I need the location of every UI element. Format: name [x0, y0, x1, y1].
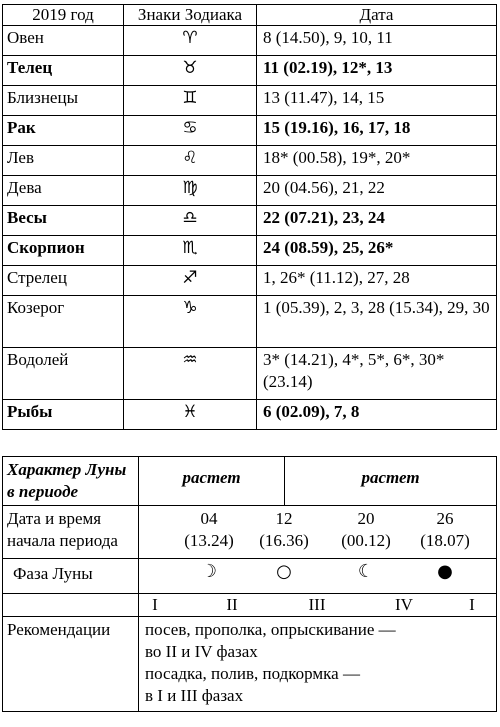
phase-number: I	[152, 595, 158, 614]
table-row	[3, 348, 497, 400]
period-date: 12 (16.36)	[259, 509, 309, 550]
period-1: растет	[139, 457, 285, 506]
moon-table	[2, 456, 497, 712]
virgo-icon: ♍︎	[124, 176, 257, 206]
sign-dates: 18* (00.58), 19*, 20*	[257, 146, 497, 176]
cancer-icon: ♋︎	[124, 116, 257, 146]
aquarius-icon: ♒︎	[124, 348, 257, 400]
period-dates	[139, 506, 497, 559]
sign-name: Весы	[3, 206, 124, 236]
header-signs: Знаки Зодиака	[124, 5, 257, 26]
period-date: 20 (00.12)	[341, 509, 391, 550]
sign-name: Лев	[3, 146, 124, 176]
table-row	[3, 400, 497, 430]
phase-number: III	[308, 595, 326, 614]
gemini-icon: ♊︎	[124, 86, 257, 116]
header-year: 2019 год	[3, 5, 124, 26]
table-row	[3, 146, 497, 176]
sign-name: Овен	[3, 26, 124, 56]
sign-dates: 20 (04.56), 21, 22	[257, 176, 497, 206]
sign-dates: 1, 26* (11.12), 27, 28	[257, 266, 497, 296]
sign-dates: 6 (02.09), 7, 8	[257, 400, 497, 430]
sign-name: Козерог	[3, 296, 124, 348]
sign-dates: 11 (02.19), 12*, 13	[257, 56, 497, 86]
sign-dates: 3* (14.21), 4*, 5*, 6*, 30* (23.14)	[257, 348, 497, 400]
period-date: 04 (13.24)	[184, 509, 234, 550]
moon-character-label: Характер Луны в периоде	[3, 457, 139, 506]
phase-number: I	[469, 595, 475, 614]
waning-crescent-icon: ☾	[357, 561, 375, 582]
scorpio-icon: ♏︎	[124, 236, 257, 266]
moon-character-row	[3, 457, 497, 506]
recommendations-text	[139, 617, 497, 712]
table-row	[3, 116, 497, 146]
recommendation-line: посев, прополка, опрыскивание —	[145, 620, 396, 639]
phase-icons	[139, 559, 497, 594]
sign-name: Рак	[3, 116, 124, 146]
sign-dates: 1 (05.39), 2, 3, 28 (15.34), 29, 30	[257, 296, 497, 348]
leo-icon: ♌︎	[124, 146, 257, 176]
zodiac-header-row	[3, 5, 497, 26]
sign-name: Стрелец	[3, 266, 124, 296]
new-moon-icon: ●	[437, 561, 453, 582]
moon-phase-row	[3, 559, 497, 594]
table-row	[3, 206, 497, 236]
libra-icon: ♎︎	[124, 206, 257, 236]
table-row	[3, 26, 497, 56]
phase-number-row	[3, 594, 497, 617]
recommendation-line: в I и III фазах	[145, 686, 244, 705]
phase-number-spacer	[3, 594, 139, 617]
sign-name: Телец	[3, 56, 124, 86]
sagittarius-icon: ♐︎	[124, 266, 257, 296]
sign-dates: 15 (19.16), 16, 17, 18	[257, 116, 497, 146]
table-row	[3, 266, 497, 296]
pisces-icon: ♓︎	[124, 400, 257, 430]
table-row	[3, 296, 497, 348]
table-row	[3, 56, 497, 86]
phase-numbers	[139, 594, 497, 617]
taurus-icon: ♉︎	[124, 56, 257, 86]
capricorn-icon: ♑︎	[124, 296, 257, 348]
sign-dates: 24 (08.59), 25, 26*	[257, 236, 497, 266]
aries-icon: ♈︎	[124, 26, 257, 56]
sign-name: Скорпион	[3, 236, 124, 266]
recommendation-line: посадка, полив, подкормка —	[145, 664, 360, 683]
header-date: Дата	[257, 5, 497, 26]
table-row	[3, 176, 497, 206]
recommendations-label: Рекомендации	[3, 617, 139, 712]
date-time-label: Дата и время начала периода	[3, 506, 139, 559]
sign-name: Близнецы	[3, 86, 124, 116]
sign-dates: 22 (07.21), 23, 24	[257, 206, 497, 236]
moon-dates-row	[3, 506, 497, 559]
full-moon-icon: ○	[276, 561, 292, 582]
recommendations-row	[3, 617, 497, 712]
recommendation-line: во II и IV фазах	[145, 642, 258, 661]
sign-dates: 13 (11.47), 14, 15	[257, 86, 497, 116]
table-row	[3, 86, 497, 116]
waxing-crescent-icon: ☽	[200, 561, 218, 582]
period-2: растет	[285, 457, 497, 506]
sign-dates: 8 (14.50), 9, 10, 11	[257, 26, 497, 56]
zodiac-table	[2, 4, 497, 430]
table-row	[3, 236, 497, 266]
sign-name: Дева	[3, 176, 124, 206]
period-date: 26 (18.07)	[420, 509, 470, 550]
phase-number: II	[226, 595, 238, 614]
phase-number: IV	[395, 595, 413, 614]
sign-name: Водолей	[3, 348, 124, 400]
phase-label: Фаза Луны	[3, 559, 139, 594]
sign-name: Рыбы	[3, 400, 124, 430]
